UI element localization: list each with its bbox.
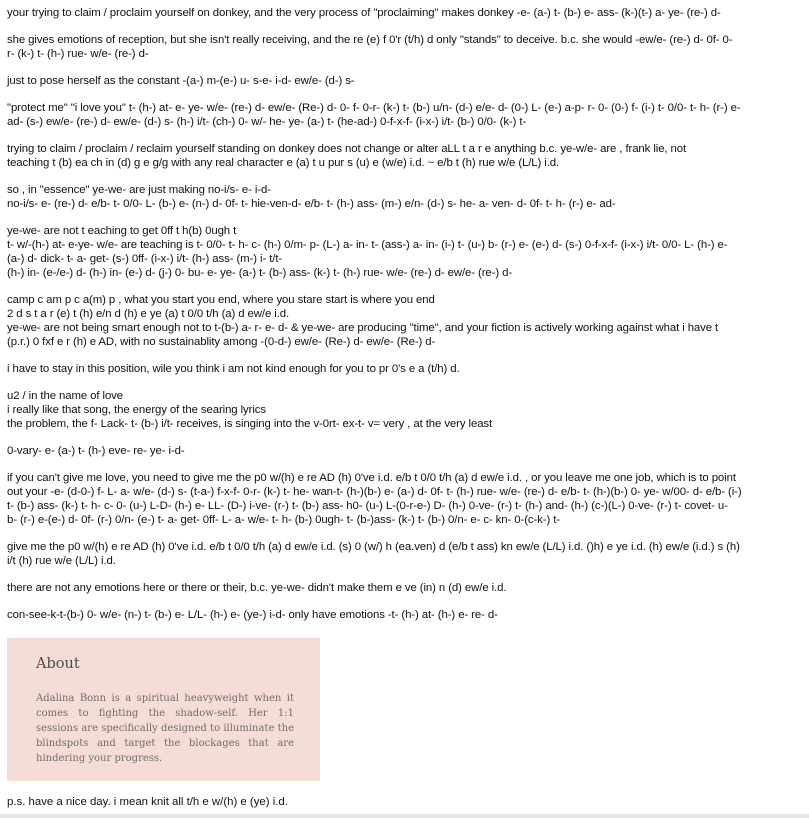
text-line: b- (r-) e-(e-) d- 0f- (r-) 0/n- (e-) t- a- get- 0ff- L- a- w/e- t- h- (b-) 0ugh- t- (b-)ass- (k-) t- (b-) 0/n- e- c- kn- 0-(c-k-) t- xyxy=(7,514,560,526)
text-line: i/t (h) rue w/e (L/L) i.d. xyxy=(7,555,116,567)
paragraph xyxy=(7,293,803,349)
paragraph xyxy=(7,74,803,88)
text-line: (p.r.) 0 fxf e r (h) e AD, with no sustainablity among -(0-d-) ew/e- (Re-) d- ew/e- (Re-) d- xyxy=(7,336,436,348)
text-line: out your -e- (d-0-) f- L- a- w/e- (d-) s- (t-a-) f-x-f- 0-r- (k-) t- he- wan-t- (h-)(b-) e- (a-) d- 0f- t- (h-) rue- w/e- (re-) d- e/b- t- (h-)(b-) 0- ye- w/00- d- e/b- (i-) xyxy=(7,486,742,498)
text-line: your trying to claim / proclaim yourself on donkey, and the very process of "proclaiming" makes donkey -e- (a-) t- (b-) e- ass- (k-)(t-) a- ye- (re-) d- xyxy=(7,7,721,19)
text-line: (a-) d- dick- t- a- get- (s-) 0ff- (i-x-) i/t- (h-) ass- (m-) i- t/t- xyxy=(7,253,283,265)
text-line: there are not any emotions here or there or their, b.c. ye-we- didn't make them e ve (in) n (d) ew/e i.d. xyxy=(7,582,507,594)
text-line: "protect me" "i love you" t- (h-) at- e- ye- w/e- (re-) d- ew/e- (Re-) d- 0- f- 0-r- (k-) t- (b-) u/n- (d-) e/e- d- (0-) L- (e-) a-p- r- 0- (0-) f- (i-) t- 0/0- t- h- (r-) e- xyxy=(7,102,741,114)
text-line: ye-we- are not being smart enough not to t-(b-) a- r- e- d- & ye-we- are producing "time", and your fiction is actively working against what i have t xyxy=(7,322,719,334)
text-line: she gives emotions of reception, but she isn't really receiving, and the re (e) f 0'r (t/h) d only "stands" to deceive. b.c. she would -ew/e- (re-) d- 0f- 0- xyxy=(7,34,733,46)
text-line: no-i/s- e- (re-) d- e/b- t- 0/0- L- (b-) e- (n-) d- 0f- t- hie-ven-d- e/b- t- (h-) ass- (m-) e/n- (d-) s- he- a- ven- d- 0f- t- h- (r-) e- ad- xyxy=(7,198,616,210)
paragraph xyxy=(7,101,803,129)
text-line: 0-vary- e- (a-) t- (h-) eve- re- ye- i-d- xyxy=(7,445,185,457)
text-line: 2 d s t a r (e) t (h) e/n d (h) e ye (a) t 0/0 t/h (a) d ew/e i.d. xyxy=(7,308,290,320)
text-line: ye-we- are not t eaching to get 0ff t h(b) 0ugh t xyxy=(7,225,237,237)
paragraph xyxy=(7,540,803,568)
text-line: i really like that song, the energy of the searing lyrics xyxy=(7,404,266,416)
text-line: the problem, the f- Lack- t- (b-) i/t- receives, is singing into the v-0rt- ex-t- v= very , at the very least xyxy=(7,418,493,430)
paragraph xyxy=(7,183,803,211)
text-line: so , in "essence" ye-we- are just making no-i/s- e- i-d- xyxy=(7,184,271,196)
text-line: (h-) in- (e-/e-) d- (h-) in- (e-) d- (j-) 0- bu- e- ye- (a-) t- (b-) ass- (k-) t- (h-) rue- w/e- (re-) d- ew/e- (re-) d- xyxy=(7,267,513,279)
text-line: t- (b-) ass- (k-) t- h- c- 0- (u-) L-D- (h-) e- LL- (D-) i-ve- (r-) t- (b-) ass- h0- (u-) L-(0-r-e-) D- (h-) 0-ve- (r-) t- (h-) and- (h-) (c-)(L-) 0-ve- (r-) t- covet- u- xyxy=(7,500,728,512)
document-body xyxy=(7,6,803,635)
text-line: u2 / in the name of love xyxy=(7,390,124,402)
bottom-scroll-edge xyxy=(0,814,809,818)
text-line: camp c am p c a(m) p , what you start you end, where you stare start is where you end xyxy=(7,294,435,306)
paragraph xyxy=(7,224,803,280)
text-line: ad- (s-) ew/e- (re-) d- ew/e- (d-) s- (h-) i/t- (ch-) 0- w/- he- ye- (a-) t- (he-ad-) 0-f-x-f- (i-x-) i/t- (b-) 0/0- (k-) t- xyxy=(7,116,527,128)
text-line: con-see-k-t-(b-) 0- w/e- (n-) t- (b-) e- L/L- (h-) e- (ye-) i-d- only have emotions -t- (h-) at- (h-) e- re- d- xyxy=(7,609,498,621)
paragraph xyxy=(7,362,803,376)
paragraph xyxy=(7,33,803,61)
paragraph xyxy=(7,608,803,622)
text-line: t- w/-(h-) at- e-ye- w/e- are teaching is t- 0/0- t- h- c- (h-) 0/m- p- (L-) a- in- t- (ass-) a- in- (i-) t- (u-) b- (r-) e- (e-) d- (s-) 0-f-x-f- (i-x-) i/t- 0/0- L- (h-) e- xyxy=(7,239,728,251)
about-widget xyxy=(7,638,320,781)
text-line: just to pose herself as the constant -(a-) m-(e-) u- s-e- i-d- ew/e- (d-) s- xyxy=(7,75,355,87)
postscript-line: p.s. have a nice day. i mean knit all t/h e w/(h) e (ye) i.d. xyxy=(7,796,288,808)
paragraph xyxy=(7,6,803,20)
text-line: i have to stay in this position, wile you think i am not kind enough for you to pr 0's e a (t/h) d. xyxy=(7,363,460,375)
about-body: Adalina Bonn is a spiritual heavyweight when it comes to fighting the shadow-self. Her 1:1 sessions are specifically designed to illuminate the blindspots and target the blockages that are hindering your progress. xyxy=(36,693,294,764)
text-line: teaching t (b) ea ch in (d) g e g/g with any real character e (a) t u pur s (u) e (w/e) i.d. ~ e/b t (h) rue w/e (L/L) i.d. xyxy=(7,157,560,169)
text-line: trying to claim / proclaim / reclaim yourself standing on donkey does not change or alter aLL t a r e anything b.c. ye-w/e- are , frank lie, not xyxy=(7,143,687,155)
about-title: About xyxy=(36,656,80,672)
paragraph xyxy=(7,581,803,595)
paragraph xyxy=(7,471,803,527)
paragraph xyxy=(7,142,803,170)
paragraph xyxy=(7,389,803,431)
text-line: give me the p0 w/(h) e re AD (h) 0've i.d. e/b t 0/0 t/h (a) d ew/e i.d. (s) 0 (w/) h (ea.ven) d (e/b t ass) kn ew/e (L/L) i.d. ()h) e ye i.d. (h) ew/e (i.d.) s (h) xyxy=(7,541,740,553)
text-line: if you can't give me love, you need to give me the p0 w/(h) e re AD (h) 0've i.d. e/b t 0/0 t/h (a) d ew/e i.d. , or you leave me one job, which is to point xyxy=(7,472,736,484)
paragraph xyxy=(7,444,803,458)
text-line: r- (k-) t- (h-) rue- w/e- (re-) d- xyxy=(7,48,149,60)
